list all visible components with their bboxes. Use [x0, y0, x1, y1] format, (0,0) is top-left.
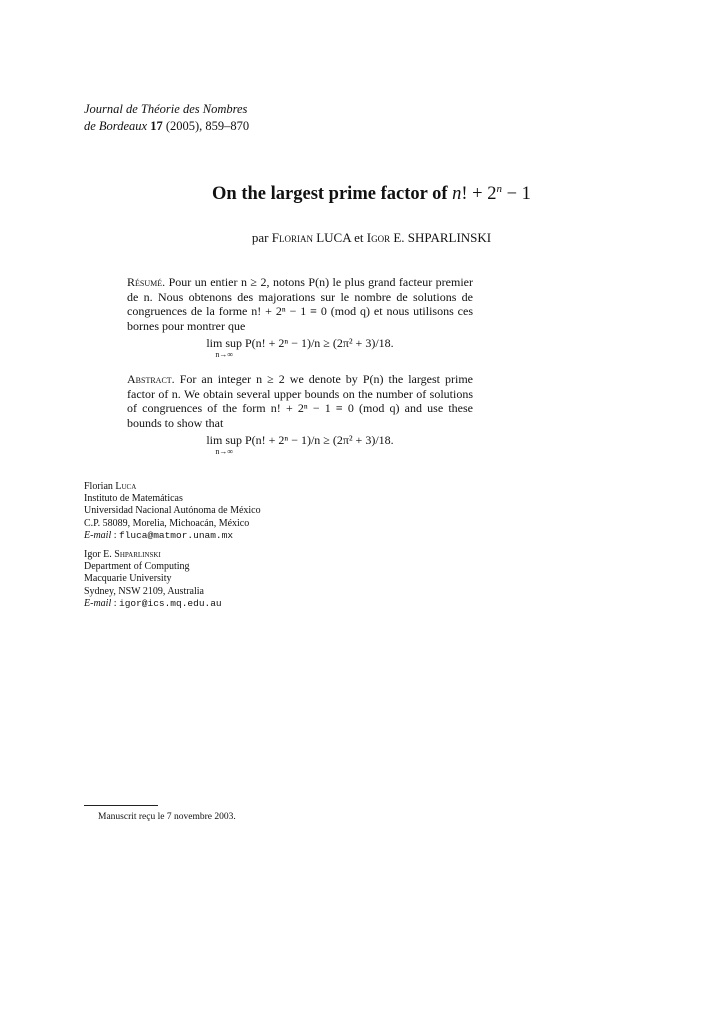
journal-name: Journal de Théorie des Nombres [84, 102, 248, 116]
authors-et: et [354, 230, 364, 245]
author-line [0, 230, 725, 246]
address1-line2: Universidad Nacional Autónoma de México [84, 505, 261, 517]
address1-line3: C.P. 58089, Morelia, Michoacán, México [84, 517, 250, 529]
paper-title [0, 183, 725, 205]
author2-first: Igor [366, 230, 391, 245]
abstract-section [127, 372, 473, 456]
journal-citation [84, 118, 249, 135]
resume-lim-sub: n→∞ [215, 350, 234, 359]
address2-line2: Macquarie University [84, 573, 172, 585]
address1-email-link[interactable]: fluca@matmor.unam.mx [119, 529, 234, 541]
author1-address [84, 481, 261, 542]
author1-last: LUCA [316, 230, 351, 245]
address1-email-label: E-mail [84, 529, 112, 541]
abstract-label: Abstract. [127, 372, 175, 386]
address1-name [84, 481, 261, 493]
address1-first-name: Florian [84, 481, 113, 492]
resume-lim: lim sup [206, 336, 242, 350]
title-text: On the largest prime factor of [212, 184, 448, 205]
abstract-paragraph [127, 372, 473, 430]
address1-last-name: Luca [115, 481, 137, 492]
resume-section [127, 275, 473, 359]
resume-formula: P(n! + 2ⁿ − 1)/n ≥ (2π² + 3)/18. [245, 336, 394, 350]
resume-text: Pour un entier n ≥ 2, notons P(n) le plus grand facteur premier de n. Nous obtenons des majorations sur le nombre de solutions de congruences de la forme n! + 2ⁿ − 1 ≡ 0 (mod q) et nous utilisons ces bornes pour montrer que [127, 275, 473, 333]
journal-city: de Bordeaux [84, 119, 148, 133]
footnote: Manuscrit reçu le 7 novembre 2003. [98, 812, 236, 822]
author2-address [84, 549, 222, 610]
abstract-lim: lim sup [206, 433, 242, 447]
address1-line1: Instituto de Matemáticas [84, 493, 183, 505]
journal-year-pages: (2005), 859–870 [165, 119, 250, 133]
authors-par: par [251, 230, 269, 245]
address2-line1: Department of Computing [84, 561, 190, 573]
address2-email-row: E-mail : igor@ics.mq.edu.au [84, 597, 222, 609]
footnote-rule [84, 805, 158, 806]
abstract-lim-sub: n→∞ [215, 447, 234, 456]
address2-email-link[interactable]: igor@ics.mq.edu.au [119, 597, 222, 609]
resume-equation [127, 336, 473, 359]
abstract-formula: P(n! + 2ⁿ − 1)/n ≥ (2π² + 3)/18. [245, 433, 394, 447]
journal-volume: 17 [150, 119, 163, 133]
abstract-text: For an integer n ≥ 2 we denote by P(n) the largest prime factor of n. We obtain several upper bounds on the number of solutions of congruences of the form n! + 2ⁿ − 1 ≡ 0 (mod q) and use these bounds to show that [127, 372, 473, 430]
author2-last: E. SHPARLINSKI [393, 230, 492, 245]
address2-last-name: Shparlinski [114, 549, 161, 560]
address1-email-row: E-mail : fluca@matmor.unam.mx [84, 529, 234, 541]
resume-paragraph [127, 275, 473, 333]
abstract-equation [127, 433, 473, 456]
address2-first-name: Igor E. [84, 549, 112, 560]
journal-header [84, 101, 249, 135]
address2-name [84, 549, 222, 561]
address2-line3: Sydney, NSW 2109, Australia [84, 585, 204, 597]
address2-email-label: E-mail [84, 597, 112, 609]
author1-first: Florian [271, 230, 313, 245]
resume-label: Résumé. [127, 275, 166, 289]
title-math: n! + $2^n - 1$ [452, 183, 531, 205]
